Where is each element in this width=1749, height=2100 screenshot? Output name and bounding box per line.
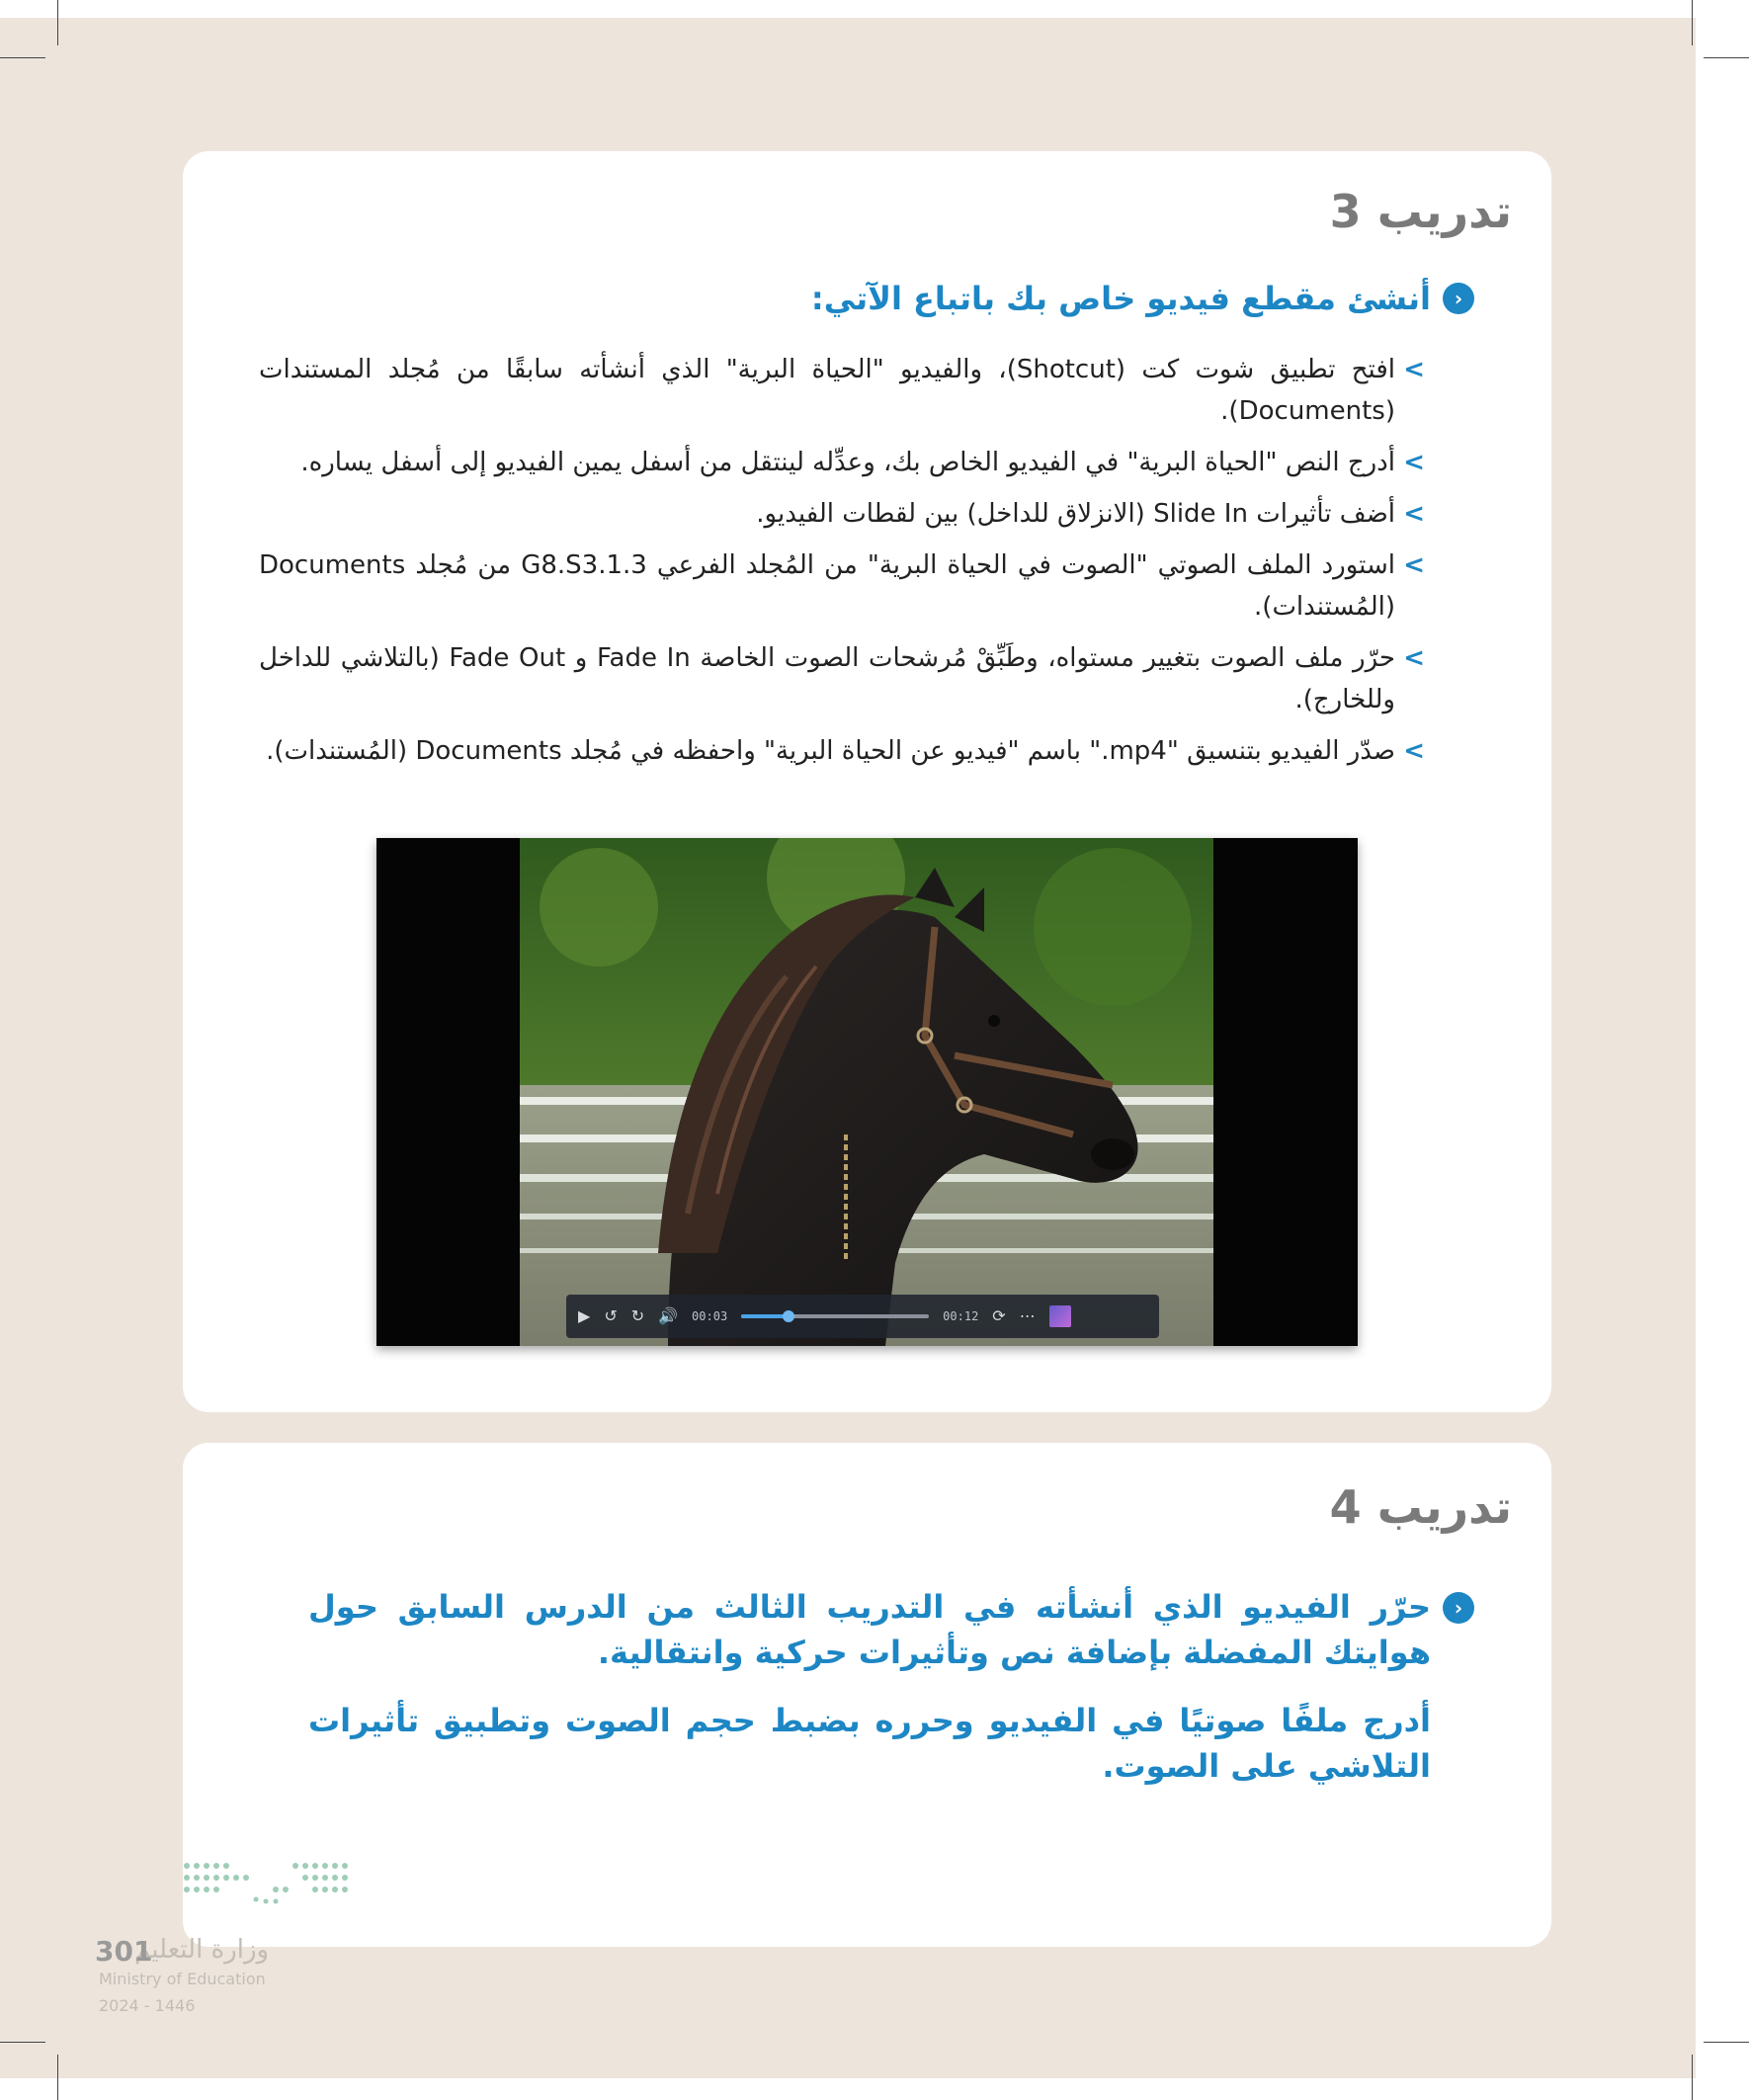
list-item xyxy=(259,442,1425,483)
page-number: 301 xyxy=(95,1935,153,1968)
exercise-4-task-1 xyxy=(308,1584,1474,1675)
step-marker-icon: > xyxy=(1403,448,1425,477)
step-text: أضف تأثيرات Slide In (الانزلاق للداخل) بين لقطات الفيديو. xyxy=(756,499,1395,529)
crop-mark xyxy=(1692,0,1693,45)
seek-handle[interactable] xyxy=(783,1310,794,1322)
horse-video-frame xyxy=(520,838,1213,1346)
crop-mark xyxy=(1704,2042,1749,2043)
step-marker-icon: > xyxy=(1403,355,1425,384)
volume-icon[interactable]: 🔊 xyxy=(658,1306,679,1325)
step-marker-icon: > xyxy=(1403,736,1425,766)
more-icon[interactable]: ⋯ xyxy=(1019,1306,1036,1325)
loop-icon[interactable]: ⟳ xyxy=(992,1306,1006,1325)
step-text: أدرج النص "الحياة البرية" في الفيديو الخاص بك، وعدِّله لينتقل من أسفل يمين الفيديو إلى أسفل يساره. xyxy=(300,448,1395,477)
crop-mark xyxy=(57,0,58,45)
seek-progress xyxy=(741,1314,789,1318)
chevron-bullet-icon: ‹ xyxy=(1443,1592,1474,1624)
total-time: 00:12 xyxy=(943,1309,979,1323)
exercise-4-card xyxy=(183,1443,1551,1947)
thumbnail-icon[interactable] xyxy=(1049,1305,1071,1327)
list-item xyxy=(259,493,1425,535)
step-marker-icon: > xyxy=(1403,643,1425,673)
list-item xyxy=(259,730,1425,772)
forward-30-icon[interactable]: ↻ xyxy=(630,1306,645,1325)
exercise-4-task-2 xyxy=(308,1698,1474,1789)
step-text: حرّر ملف الصوت بتغيير مستواه، وطَبِّقْ مُرشحات الصوت الخاصة Fade In و Fade Out (بالتلاشي للداخل وللخارج). xyxy=(259,643,1395,714)
edition-year: 2024 - 1446 xyxy=(99,1996,196,2015)
list-item xyxy=(259,637,1425,720)
rewind-10-icon[interactable]: ↺ xyxy=(604,1306,618,1325)
intro-text: أنشئ مقطع فيديو خاص بك باتباع الآتي: xyxy=(810,280,1431,317)
crop-mark xyxy=(1692,2055,1693,2100)
task-text: أدرج ملفًا صوتيًا في الفيديو وحرره بضبط حجم الصوت وتطبيق تأثيرات التلاشي على الصوت. xyxy=(308,1702,1431,1785)
step-marker-icon: > xyxy=(1403,499,1425,529)
step-marker-icon: > xyxy=(1403,550,1425,580)
exercise-3-heading: تدريب 3 xyxy=(1329,185,1512,238)
crop-mark xyxy=(57,2055,58,2100)
play-icon[interactable]: ▶ xyxy=(578,1306,591,1325)
seek-slider[interactable] xyxy=(741,1314,929,1318)
page-margin-strip xyxy=(1696,18,1749,2078)
crop-mark xyxy=(0,57,45,58)
steps-list xyxy=(259,349,1425,782)
crop-mark xyxy=(1704,57,1749,58)
video-controls-bar xyxy=(566,1295,1159,1338)
step-text: صدّر الفيديو بتنسيق "mp4." باسم "فيديو عن الحياة البرية" واحفظه في مُجلد Documents (المُستندات). xyxy=(266,736,1395,766)
step-text: افتح تطبيق شوت كت (Shotcut)، والفيديو "الحياة البرية" الذي أنشأته سابقًا من مُجلد المستندات (Documents). xyxy=(259,355,1395,426)
current-time: 00:03 xyxy=(692,1309,728,1323)
video-player xyxy=(376,838,1358,1346)
exercise-3-intro xyxy=(811,280,1474,317)
list-item xyxy=(259,545,1425,628)
exercise-3-card xyxy=(183,151,1551,1412)
list-item xyxy=(259,349,1425,432)
task-text: حرّر الفيديو الذي أنشأته في التدريب الثالث من الدرس السابق حول هوايتك المفضلة بإضافة نص وتأثيرات حركية وانتقالية. xyxy=(308,1588,1431,1671)
chevron-bullet-icon: ‹ xyxy=(1443,283,1474,314)
ministry-name-arabic: وزارة التعليم xyxy=(134,1935,270,1965)
ministry-logo-icon xyxy=(181,1860,359,1909)
crop-mark xyxy=(0,2042,45,2043)
step-text: استورد الملف الصوتي "الصوت في الحياة البرية" من المُجلد الفرعي G8.S3.1.3 من مُجلد Documents (المُستندات). xyxy=(259,550,1395,622)
exercise-4-heading: تدريب 4 xyxy=(1329,1480,1512,1534)
ministry-name-english: Ministry of Education xyxy=(99,1970,266,1988)
